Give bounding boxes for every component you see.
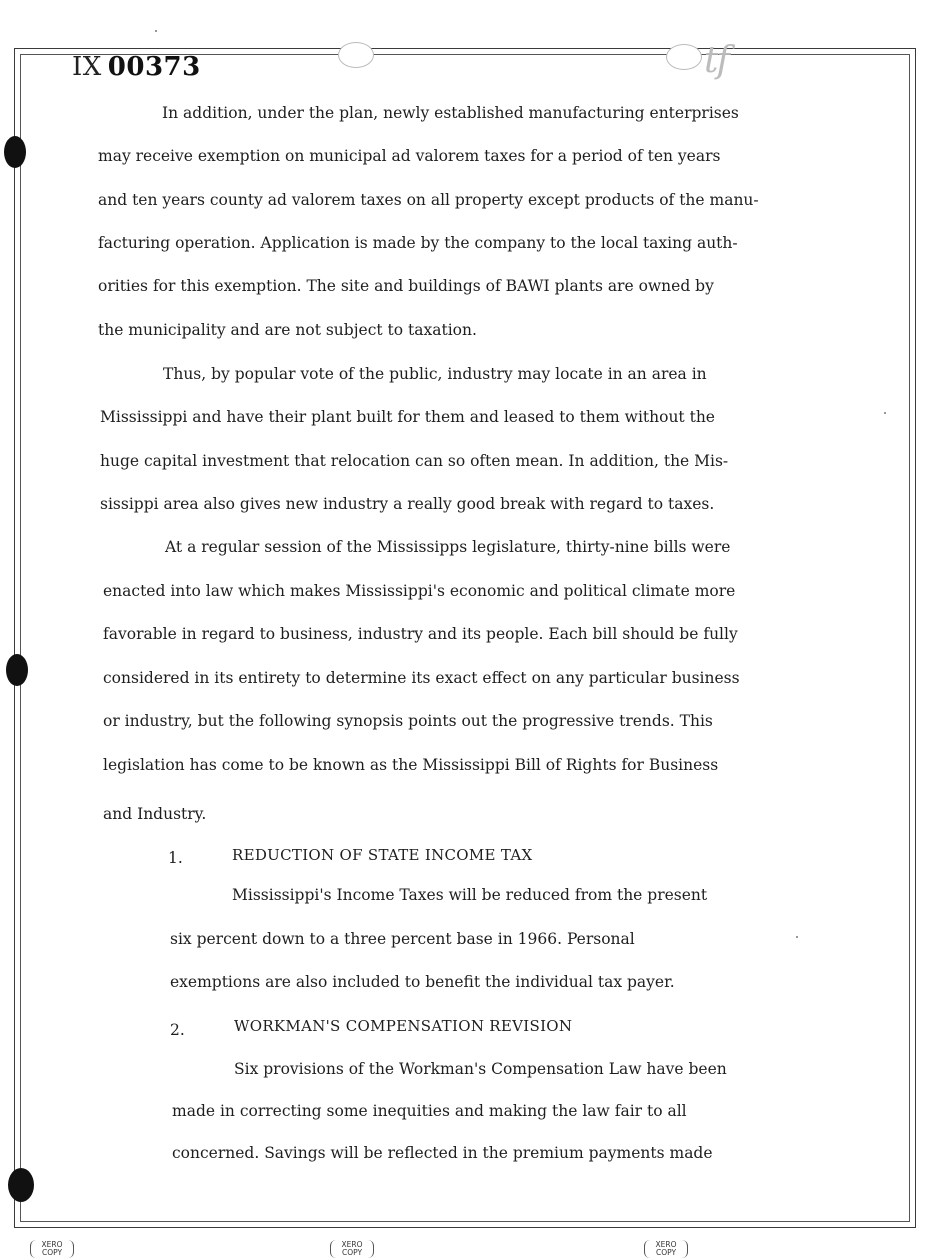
binder-notch-left: [338, 42, 374, 68]
handwritten-initials: tf: [704, 40, 728, 81]
paragraph-line: considered in its entirety to determine its exact effect on any particular business: [103, 669, 740, 687]
xerox-copy-mark: XERO COPY: [330, 1240, 374, 1258]
xerox-copy-mark: XERO COPY: [644, 1240, 688, 1258]
stamp-number: 00373: [107, 52, 201, 82]
paragraph-line: and ten years county ad valorem taxes on all property except products of the manu-: [98, 191, 759, 209]
punch-hole-middle: [6, 654, 28, 686]
paragraph-line: or industry, but the following synopsis points out the progressive trends. This: [103, 712, 713, 730]
scan-speck: [796, 936, 798, 938]
section-line: made in correcting some inequities and making the law fair to all: [172, 1102, 687, 1120]
paragraph-line: At a regular session of the Mississipps legislature, thirty-nine bills were: [165, 538, 731, 556]
paragraph-line: enacted into law which makes Mississippi's economic and political climate more: [103, 582, 736, 600]
section-line: exemptions are also included to benefit the individual tax payer.: [170, 973, 675, 991]
section-heading: WORKMAN'S COMPENSATION REVISION: [234, 1017, 573, 1035]
punch-hole-top: [4, 136, 26, 168]
xerox-copy-mark: XERO COPY: [30, 1240, 74, 1258]
document-number-stamp: [72, 52, 201, 82]
section-line: Six provisions of the Workman's Compensation Law have been: [234, 1060, 727, 1078]
section-line: six percent down to a three percent base in 1966. Personal: [170, 930, 635, 948]
binder-notch-right: [666, 44, 702, 70]
paragraph-line: may receive exemption on municipal ad valorem taxes for a period of ten years: [98, 147, 721, 165]
paragraph-line: sissippi area also gives new industry a really good break with regard to taxes.: [100, 495, 715, 513]
paragraph-line: and Industry.: [103, 805, 207, 823]
paragraph-line: orities for this exemption. The site and buildings of BAWI plants are owned by: [98, 277, 714, 295]
paragraph-line: facturing operation. Application is made by the company to the local taxing auth-: [98, 234, 738, 252]
paragraph-line: huge capital investment that relocation can so often mean. In addition, the Mis-: [100, 452, 729, 470]
scan-speck: [884, 412, 886, 414]
section-heading: REDUCTION OF STATE INCOME TAX: [232, 846, 533, 864]
paragraph-line: In addition, under the plan, newly established manufacturing enterprises: [162, 104, 739, 122]
section-number: 2.: [170, 1021, 185, 1039]
paragraph-line: favorable in regard to business, industry and its people. Each bill should be fully: [103, 625, 738, 643]
section-number: 1.: [168, 849, 183, 867]
stamp-roman: IX: [72, 52, 102, 82]
punch-hole-bottom: [8, 1168, 34, 1202]
paragraph-line: the municipality and are not subject to taxation.: [98, 321, 477, 339]
scan-speck: [155, 30, 157, 32]
section-line: Mississippi's Income Taxes will be reduced from the present: [232, 886, 708, 904]
section-line: concerned. Savings will be reflected in the premium payments made: [172, 1144, 713, 1162]
paragraph-line: legislation has come to be known as the Mississippi Bill of Rights for Business: [103, 756, 719, 774]
paragraph-line: Mississippi and have their plant built for them and leased to them without the: [100, 408, 715, 426]
paragraph-line: Thus, by popular vote of the public, industry may locate in an area in: [163, 365, 707, 383]
